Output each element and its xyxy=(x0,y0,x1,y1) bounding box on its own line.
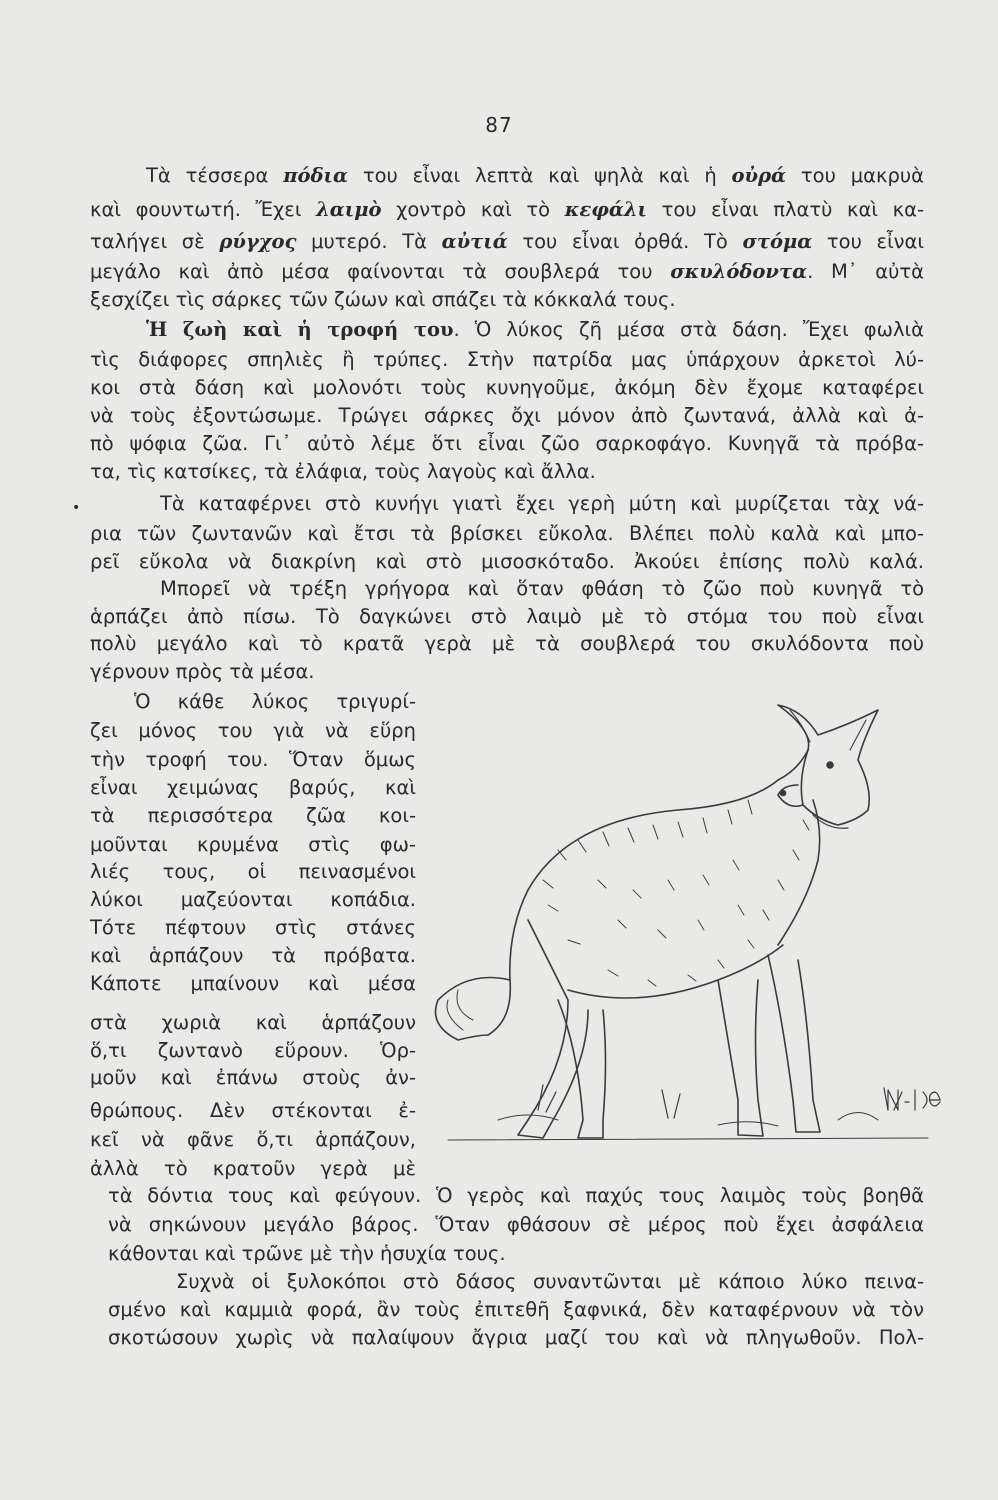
page-number: 87 xyxy=(485,113,513,137)
text-line: πὸ ψόφια ζῶα. Γι᾿ αὐτὸ λέμε ὅτι εἶναι ζῶο σαρκοφάγο. Κυνηγᾶ τὰ πρόβα- xyxy=(90,432,924,455)
text-line: πολὺ μεγάλο καὶ τὸ κρατᾶ γερὰ μὲ τὰ σουβλερά του σκυλόδοντα ποὺ xyxy=(90,632,924,655)
text-line: μοῦν καὶ ἐπάνω στοὺς ἀν- xyxy=(90,1066,416,1089)
text-line: εἶναι χειμώνας βαρύς, καὶ xyxy=(90,776,416,799)
text-line: καὶ φουντωτή. Ἔχει λαιμὸ χοντρὸ καὶ τὸ κεφάλι του εἶναι πλατὺ καὶ κα- xyxy=(90,198,924,221)
text-line: Τότε πέφτουν στὶς στάνες xyxy=(90,916,416,939)
text-line: ρεῖ εὔκολα νὰ διακρίνη καὶ στὸ μισοσκόταδο. Ἀκούει ἐπίσης πολὺ καλά. xyxy=(90,550,924,573)
text-line: γέρνουν πρὸς τὰ μέσα. xyxy=(90,660,315,683)
text-line: μοῦνται κρυμένα στὶς φω- xyxy=(90,833,416,856)
text-line: ὅ,τι ζωντανὸ εὕρουν. Ὁρ- xyxy=(90,1039,416,1062)
margin-mark: • xyxy=(72,500,81,516)
text-line: καὶ ἁρπάζουν τὰ πρόβατα. xyxy=(90,944,416,967)
text-line: Τὰ τέσσερα πόδια του εἶναι λεπτὰ καὶ ψηλὰ καὶ ἡ οὐρά του μακρυὰ xyxy=(146,164,924,187)
text-line: στὰ χωριὰ καὶ ἁρπάζουν xyxy=(90,1011,416,1034)
text-line: ξεσχίζει τὶς σάρκες τῶν ζώων καὶ σπάζει τὰ κόκκαλά τους. xyxy=(90,288,676,311)
text-line: τὶς διάφορες σπηλιὲς ἢ τρύπες. Στὴν πατρίδα μας ὑπάρχουν ἀρκετοὶ λύ- xyxy=(90,348,924,371)
text-line: νὰ σηκώνουν μεγάλο βάρος. Ὅταν φθάσουν σὲ μέρος ποὺ ἔχει ἀσφάλεια xyxy=(108,1213,924,1236)
text-line: Τὰ καταφέρνει στὸ κυνήγι γιατὶ ἔχει γερὴ μύτη καὶ μυρίζεται τὰχ νά- xyxy=(160,492,924,515)
text-line: Μπορεῖ νὰ τρέξη γρήγορα καὶ ὅταν φθάση τὸ ζῶο ποὺ κυνηγᾶ τὸ xyxy=(160,577,924,600)
text-line: Συχνὰ οἱ ξυλοκόποι στὸ δάσος συναντῶνται μὲ κάποιο λύκο πεινα- xyxy=(176,1270,924,1293)
section-heading-line: Ἡ ζωὴ καὶ ἡ τροφή του. Ὁ λύκος ζῆ μέσα στὰ δάση. Ἔχει φωλιὰ xyxy=(146,318,924,341)
text-line: ἁρπάζει ἀπὸ πίσω. Τὸ δαγκώνει στὸ λαιμὸ μὲ τὸ στόμα του ποὺ εἶναι xyxy=(90,605,924,628)
text-line: Ὁ κάθε λύκος τριγυρί- xyxy=(134,690,416,713)
text-line: ζει μόνος του γιὰ νὰ εὕρη xyxy=(90,719,416,742)
text-line: τὴν τροφή του. Ὅταν ὅμως xyxy=(90,748,416,771)
text-line: κεῖ νὰ φᾶνε ὅ,τι ἁρπάζουν, xyxy=(90,1128,416,1151)
text-line: λιές τους, οἱ πεινασμένοι xyxy=(90,860,416,883)
text-line: θρώπους. Δὲν στέκονται ἐ- xyxy=(90,1099,416,1122)
section-heading: Ἡ ζωὴ καὶ ἡ τροφή του xyxy=(146,318,454,341)
wolf-illustration xyxy=(418,680,944,1180)
text-line: τὰ δόντια τους καὶ φεύγουν. Ὁ γερὸς καὶ παχύς τους λαιμὸς τοὺς βοηθᾶ xyxy=(108,1184,924,1207)
text-line: κοι στὰ δάση καὶ μολονότι τοὺς κυνηγοῦμε, ἀκόμη δὲν ἔχομε καταφέρει xyxy=(90,376,924,399)
text-line: τα, τὶς κατσίκες, τὰ ἐλάφια, τοὺς λαγοὺς καὶ ἄλλα. xyxy=(90,460,596,483)
text-line: μεγάλο καὶ ἀπὸ μέσα φαίνονται τὰ σουβλερά του σκυλόδοντα. Μ᾿ αὐτὰ xyxy=(90,260,924,283)
text-line: Κάποτε μπαίνουν καὶ μέσα xyxy=(90,972,416,995)
text-line: σκοτώσουν χωρὶς νὰ παλαίψουν ἄγρια μαζί του καὶ νὰ πληγωθοῦν. Πολ- xyxy=(108,1326,924,1349)
text-line: νὰ τοὺς ἐξοντώσωμε. Τρώγει σάρκες ὄχι μόνον ἀπὸ ζωντανά, ἀλλὰ καὶ ἀ- xyxy=(90,404,924,427)
text-line: ἀλλὰ τὸ κρατοῦν γερὰ μὲ xyxy=(90,1157,416,1180)
text-line: ταλήγει σὲ ρύγχος μυτερό. Τὰ αὐτιά του εἶναι ὀρθά. Τὸ στόμα του εἶναι xyxy=(90,230,925,253)
text-line: σμένο καὶ καμμιὰ φορά, ἂν τοὺς ἐπιτεθῆ ξαφνικά, δὲν καταφέρνουν νὰ τὸν xyxy=(108,1298,924,1321)
text-line: κάθονται καὶ τρῶνε μὲ τὴν ἡσυχία τους. xyxy=(108,1242,506,1265)
text-line: ρια τῶν ζωντανῶν καὶ ἔτσι τὰ βρίσκει εὔκολα. Βλέπει πολὺ καλὰ καὶ μπο- xyxy=(90,522,924,545)
text-line: λύκοι μαζεύονται κοπάδια. xyxy=(90,888,416,911)
text-line: τὰ περισσότερα ζῶα κοι- xyxy=(90,804,416,827)
